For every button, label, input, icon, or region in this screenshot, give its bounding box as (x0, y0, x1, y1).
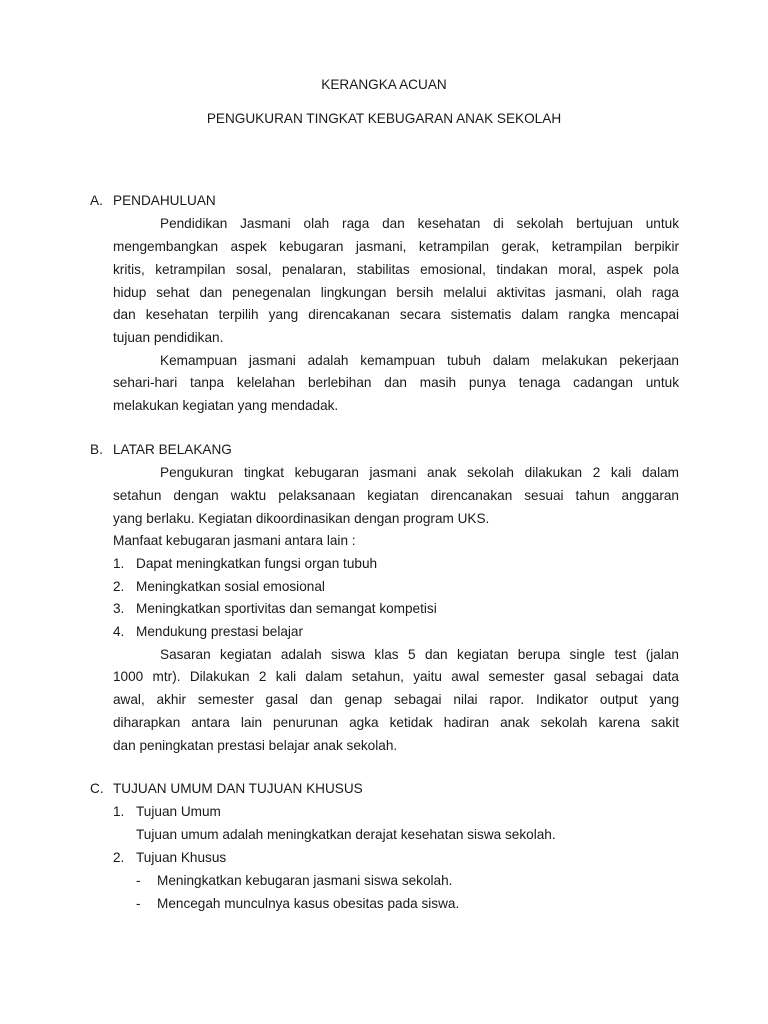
section-a-heading: PENDAHULUAN (113, 193, 216, 208)
benefit-item: Meningkatkan sportivitas dan semangat kompetisi (136, 601, 437, 616)
section-c-label: C. (90, 781, 104, 796)
section-a-p2-line: melakukan kegiatan yang mendadak. (113, 398, 339, 413)
section-b-p1-line: Pengukuran tingkat kebugaran jasmani anak sekolah dilakukan 2 kali dalam (160, 465, 679, 480)
section-b-p1-line: setahun dengan waktu pelaksanaan kegiatan direncanakan sesuai tahun anggaran (113, 488, 679, 503)
benefit-number: 4. (113, 624, 125, 639)
section-a-p2-line: sehari-hari tanpa kelelahan berlebihan dan masih punya tenaga cadangan untuk (113, 375, 679, 390)
section-b-heading: LATAR BELAKANG (113, 442, 232, 457)
section-b-p2-line: dan peningkatan prestasi belajar anak sekolah. (113, 738, 398, 753)
benefit-number: 3. (113, 601, 125, 616)
specific-goal-item: Meningkatkan kebugaran jasmani siswa sekolah. (157, 873, 453, 888)
general-goal-title: Tujuan Umum (136, 804, 221, 819)
specific-goal-title: Tujuan Khusus (136, 850, 227, 865)
section-a-p2-line: Kemampuan jasmani adalah kemampuan tubuh dalam melakukan pekerjaan (160, 353, 679, 368)
specific-goal-bullet: - (136, 873, 141, 888)
section-a-p1-line: kritis, ketrampilan sosal, penalaran, stabilitas emosional, tindakan moral, aspek pola (113, 262, 679, 277)
specific-goal-bullet: - (136, 896, 141, 911)
section-b-label: B. (90, 442, 103, 457)
section-b-p2-line: 1000 mtr). Dilakukan 2 kali dalam setahun, yaitu awal semester gasal sebagai data (113, 669, 679, 684)
section-a-p1-line: mengembangkan aspek kebugaran jasmani, ketrampilan gerak, ketrampilan berpikir (113, 239, 679, 254)
document-subtitle: PENGUKURAN TINGKAT KEBUGARAN ANAK SEKOLAH (206, 111, 562, 126)
benefit-item: Meningkatkan sosial emosional (136, 579, 325, 594)
section-b-p2-line: awal, akhir semester gasal dan genap sebagai nilai rapor. Indikator output yang (113, 692, 679, 707)
section-a-p1-line: hidup sehat dan penegenalan lingkungan bersih melalui aktivitas jasmani, olah raga (113, 285, 679, 300)
benefit-number: 2. (113, 579, 125, 594)
section-a-label: A. (90, 193, 103, 208)
section-a-p1-line: tujuan pendidikan. (113, 330, 224, 345)
benefit-item: Mendukung prestasi belajar (136, 624, 304, 639)
general-goal-text: Tujuan umum adalah meningkatkan derajat kesehatan siswa sekolah. (136, 827, 556, 842)
benefit-number: 1. (113, 556, 125, 571)
section-c-heading: TUJUAN UMUM DAN TUJUAN KHUSUS (113, 781, 363, 796)
general-goal-number: 1. (113, 804, 125, 819)
benefit-item: Dapat meningkatkan fungsi organ tubuh (136, 556, 378, 571)
specific-goal-item: Mencegah munculnya kasus obesitas pada siswa. (157, 896, 460, 911)
section-a-p1-line: Pendidikan Jasmani olah raga dan kesehatan di sekolah bertujuan untuk (160, 216, 679, 231)
document-title: KERANGKA ACUAN (321, 77, 447, 92)
section-a-p1-line: dan kesehatan terpilih yang direncakanan secara sistematis dalam rangka mencapai (113, 307, 679, 322)
benefits-intro: Manfaat kebugaran jasmani antara lain : (113, 533, 356, 548)
specific-goal-number: 2. (113, 850, 125, 865)
section-b-p2-line: Sasaran kegiatan adalah siswa klas 5 dan kegiatan berupa single test (jalan (160, 647, 679, 662)
section-b-p1-line: yang berlaku. Kegiatan dikoordinasikan dengan program UKS. (113, 511, 490, 526)
section-b-p2-line: diharapkan antara lain penurunan agka ketidak hadiran anak sekolah karena sakit (113, 715, 679, 730)
